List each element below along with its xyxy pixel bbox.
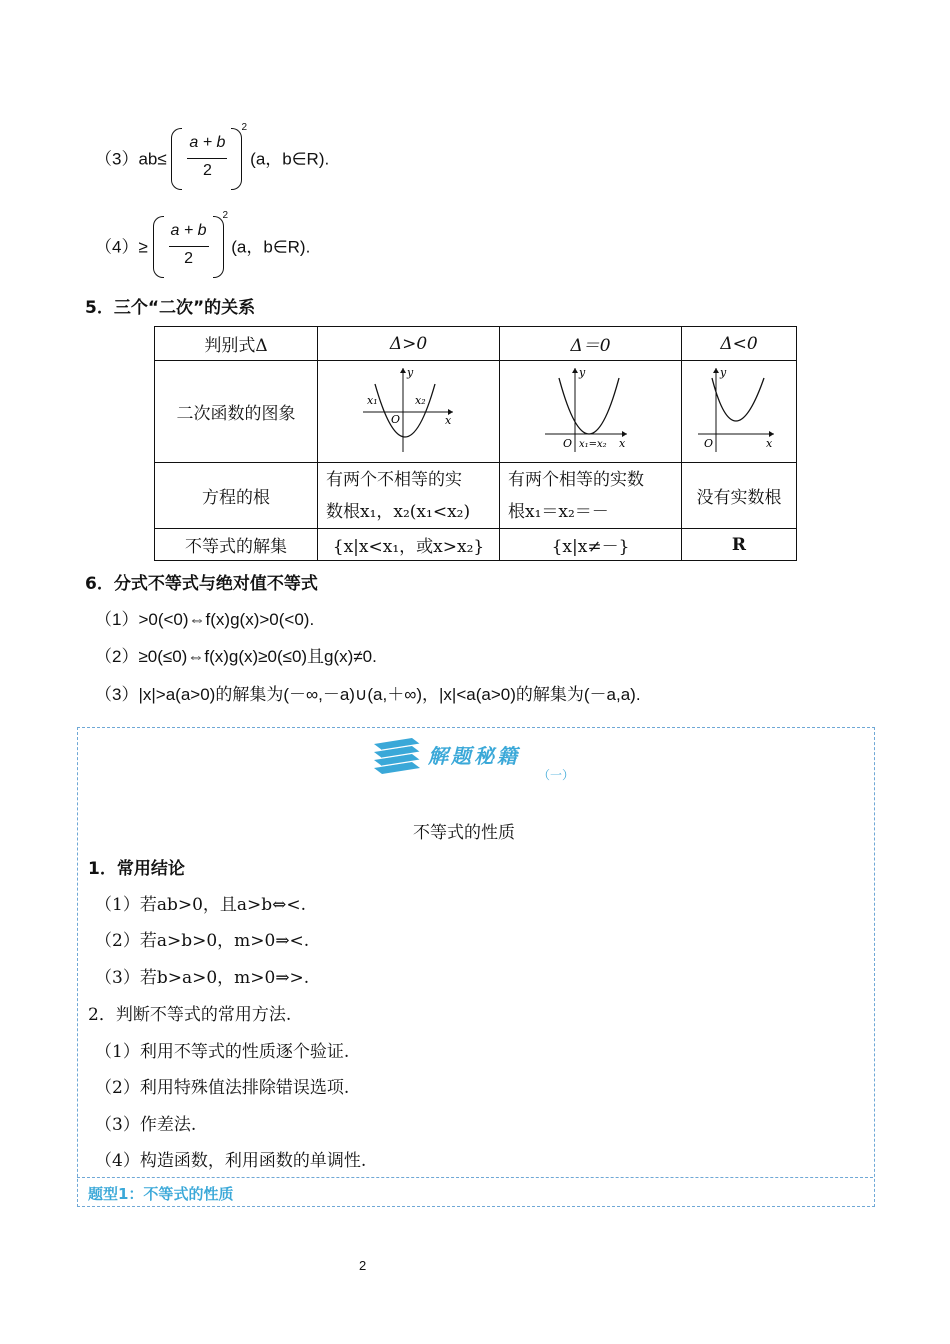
method-2: （2）利用特殊值法排除错误选项. — [95, 1078, 350, 1098]
svg-text:y: y — [578, 366, 585, 379]
header-discriminant: 判别式Δ — [155, 327, 318, 361]
section-5-heading: 5．三个“二次”的关系 — [85, 298, 256, 318]
solution-two: {x|x<x₁，或x>x₂} — [318, 529, 500, 561]
section-6-item-2: （2）≥0(≤0)⇔f(x)g(x)≥0(≤0)且g(x)≠0. — [95, 647, 377, 666]
row-graph-label: 二次函数的图象 — [155, 361, 318, 463]
solution-none: R — [682, 529, 797, 561]
common-conclusions-heading: 1．常用结论 — [88, 859, 185, 879]
conclusion-1: （1）若ab>0，且a>b⇔<. — [95, 895, 307, 915]
books-icon — [372, 736, 422, 778]
methods-heading: 2．判断不等式的常用方法. — [88, 1005, 292, 1025]
section-6-heading: 6．分式不等式与绝对值不等式 — [85, 574, 318, 594]
header-positive: Δ>0 — [318, 327, 500, 361]
svg-text:x: x — [766, 437, 773, 450]
svg-text:x: x — [618, 437, 625, 450]
item-3-suffix: (a，b∈R). — [250, 149, 330, 169]
fraction-squared: a + b 2 2 — [153, 216, 227, 280]
header-zero: Δ＝0 — [500, 327, 682, 361]
graph-two-roots — [318, 361, 500, 463]
svg-text:O: O — [562, 437, 572, 450]
inequality-item-4 — [95, 210, 311, 280]
item-4-prefix: （4）≥ — [95, 237, 148, 257]
graph-one-root — [500, 361, 682, 463]
conclusion-3: （3）若b>a>0，m>0⇒>. — [95, 968, 310, 988]
section-6-item-3: （3）|x|>a(a>0)的解集为(－∞,－a)∪(a,＋∞)，|x|<a(a>0)的解集为(－a,a). — [95, 685, 641, 704]
svg-text:x₁=x₂: x₁=x₂ — [578, 439, 607, 450]
roots-none: 没有实数根 — [682, 463, 797, 529]
svg-text:y: y — [720, 366, 727, 379]
svg-text:x₁: x₁ — [366, 394, 378, 407]
svg-text:O: O — [704, 437, 714, 450]
fraction-squared: a + b 2 2 — [171, 128, 245, 192]
solution-one: {x|x≠－} — [500, 529, 682, 561]
item-4-suffix: (a，b∈R). — [231, 237, 311, 257]
method-3: （3）作差法. — [95, 1115, 197, 1135]
section-6-item-1: （1）>0(<0)⇔f(x)g(x)>0(<0). — [95, 610, 315, 629]
banner-title: 解题秘籍 — [428, 744, 520, 768]
roots-one: 有两个相等的实数 根x₁＝x₂＝－ — [500, 463, 682, 529]
parabola-no-root-icon — [694, 364, 784, 454]
box-divider — [77, 1177, 873, 1178]
parabola-two-roots-icon — [359, 364, 459, 454]
method-1: （1）利用不等式的性质逐个验证. — [95, 1042, 350, 1062]
parabola-one-root-icon — [541, 364, 641, 454]
svg-text:O: O — [390, 413, 400, 426]
header-negative: Δ<0 — [682, 327, 797, 361]
box-subtitle: 不等式的性质 — [413, 823, 515, 843]
quadratic-relation-table — [154, 326, 797, 561]
svg-text:x₂: x₂ — [414, 394, 426, 407]
page-number: 2 — [359, 1258, 367, 1273]
item-3-prefix: （3）ab≤ — [95, 149, 167, 169]
row-solution-label: 不等式的解集 — [155, 529, 318, 561]
banner-subtitle: （一） — [538, 768, 575, 782]
question-type-tag: 题型1：不等式的性质 — [88, 1185, 234, 1203]
svg-text:x: x — [444, 414, 451, 427]
svg-text:y: y — [406, 366, 413, 379]
inequality-item-3 — [95, 122, 330, 192]
method-4: （4）构造函数，利用函数的单调性. — [95, 1151, 367, 1171]
row-roots-label: 方程的根 — [155, 463, 318, 529]
banner — [372, 734, 592, 784]
conclusion-2: （2）若a>b>0，m>0⇒<. — [95, 931, 310, 951]
roots-two: 有两个不相等的实 数根x₁，x₂(x₁<x₂) — [318, 463, 500, 529]
graph-no-root — [682, 361, 797, 463]
